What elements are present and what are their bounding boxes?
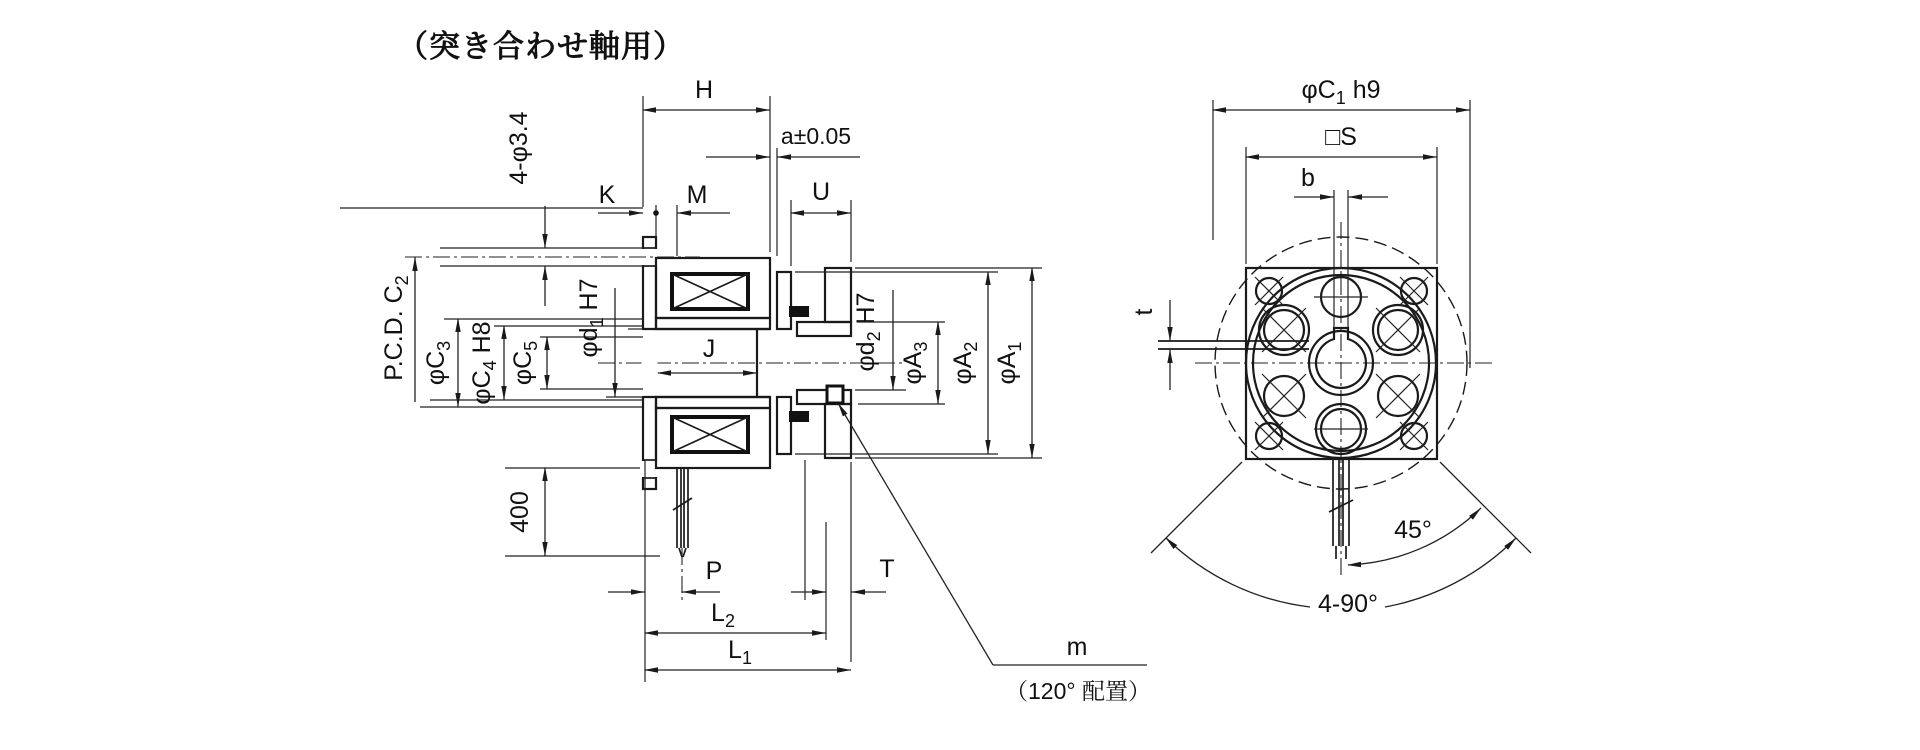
dim-d1-label: φd1 H7	[575, 278, 607, 358]
lead-wires-section	[673, 468, 692, 603]
dim-T	[791, 460, 895, 662]
dim-b-label: b	[1301, 164, 1315, 192]
dim-L2	[645, 599, 826, 633]
m-tapped-hole	[827, 386, 843, 403]
dim-a3-label: φA3	[899, 341, 931, 385]
dim-L2-label: L2	[711, 599, 735, 631]
dim-M-label: M	[686, 181, 708, 209]
dim-c4-label: φC4 H8	[468, 321, 500, 405]
dim-c3-label: φC3	[422, 340, 454, 386]
ray-315deg	[1440, 462, 1531, 553]
front-view	[1130, 76, 1531, 618]
dim-square-s	[1246, 123, 1437, 264]
dim-4xphi34-label: 4-φ3.4	[505, 111, 533, 185]
leader-m	[838, 403, 1151, 704]
rivet-lower	[789, 411, 809, 422]
dim-45deg-label: 45°	[1394, 516, 1432, 544]
dim-a-label: a±0.05	[780, 123, 852, 149]
dim-mounting-holes	[505, 111, 545, 306]
dim-c5-label: φC5	[509, 340, 541, 386]
section-view	[340, 76, 1151, 704]
dim-lead-length-400	[505, 468, 660, 556]
m-arrangement-note: （120° 配置）	[1005, 678, 1151, 704]
rivet-upper	[789, 306, 809, 317]
dim-d2-bore	[852, 290, 906, 390]
dim-L1	[645, 636, 851, 670]
dim-air-gap-a	[706, 123, 860, 256]
dim-L1-label: L1	[728, 636, 752, 668]
dim-M	[677, 181, 730, 256]
dim-d1-bore	[575, 278, 643, 397]
dim-m-label: m	[1066, 633, 1088, 661]
dim-U-label: U	[811, 178, 831, 206]
dim-H-label: H	[694, 76, 714, 104]
coil-lower	[666, 413, 754, 460]
dim-K-label: K	[598, 181, 616, 209]
dim-T-label: T	[879, 555, 895, 583]
dim-45deg	[1348, 508, 1481, 565]
dim-P	[608, 460, 722, 682]
dim-4x90deg	[1166, 538, 1516, 618]
dim-4x90deg-label: 4-90°	[1317, 590, 1379, 618]
dim-a1-label: φA1	[993, 341, 1025, 385]
dim-U	[791, 178, 851, 266]
dim-K	[598, 181, 659, 237]
dim-pcd-c2-label: P.C.D. C2	[380, 275, 412, 381]
dim-400-label: 400	[506, 491, 534, 533]
ray-225deg	[1151, 462, 1242, 553]
dim-J	[658, 335, 757, 373]
dim-c1-label: φC1 h9	[1301, 76, 1381, 108]
dim-a2-label: φA2	[949, 341, 981, 385]
dim-t-label: t	[1130, 308, 1158, 316]
coil-upper	[666, 268, 754, 315]
dim-H	[643, 76, 770, 252]
drawing-title: （突き合わせ軸用）	[397, 29, 685, 64]
dim-S-label: □S	[1325, 123, 1357, 151]
dim-d2-label: φd2 H7	[852, 292, 884, 372]
dim-P-label: P	[705, 557, 723, 585]
dim-J-label: J	[702, 335, 716, 363]
